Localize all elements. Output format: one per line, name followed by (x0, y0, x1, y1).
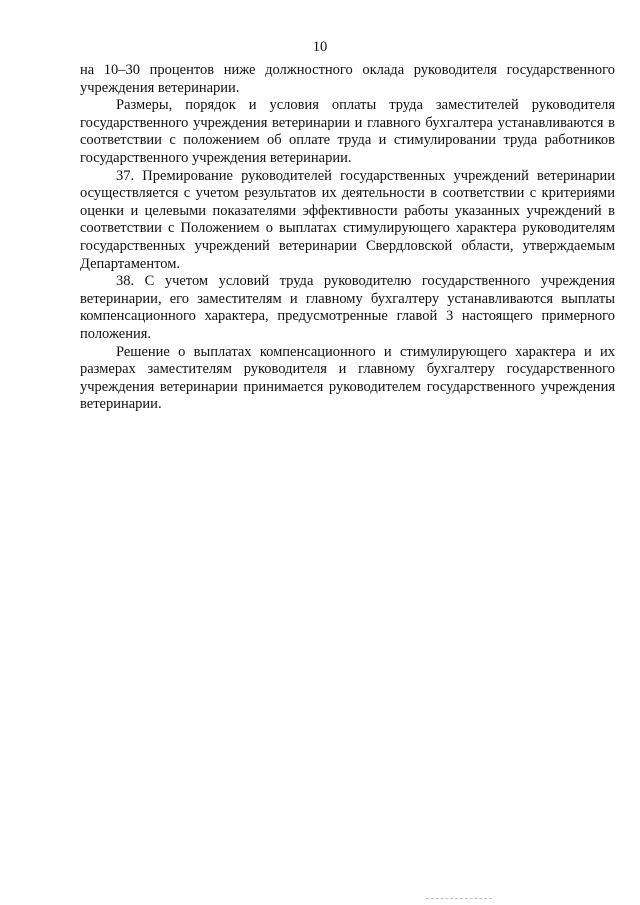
paragraph-item-38: 38. С учетом условий труда руководителю государственного учреждения ветеринарии, его заместителям и главному бухгалтеру устанавливаются выплаты компенсационного характера, предусмотренные главой 3 настоящего примерного положения. (80, 273, 615, 342)
scan-artifact (426, 898, 492, 901)
paragraph-deputy-pay: Размеры, порядок и условия оплаты труда заместителей руководителя государственного учреждения ветеринарии и главного бухгалтера устанавливаются в соответствии с положением об оплате труда и стимулировании труда работников государственного учреждения ветеринарии. (80, 97, 615, 166)
document-body (80, 62, 615, 414)
paragraph-continuation: на 10–30 процентов ниже должностного оклада руководителя государственного учреждения ветеринарии. (80, 62, 615, 96)
paragraph-payment-decision: Решение о выплатах компенсационного и стимулирующего характера и их размерах заместителям руководителя и главному бухгалтеру государственного учреждения ветеринарии принимается руководителем государственного учреждения ветеринарии. (80, 343, 615, 413)
paragraph-item-37: 37. Премирование руководителей государственных учреждений ветеринарии осуществляется с учетом результатов их деятельности в соответствии с критериями оценки и целевыми показателями эффективности работы указанных учреждений в соответствии с Положением о выплатах стимулирующего характера руководителям государственных учреждений ветеринарии Свердловской области, утверждаемым Департаментом. (80, 167, 615, 272)
page-number: 10 (312, 39, 328, 55)
